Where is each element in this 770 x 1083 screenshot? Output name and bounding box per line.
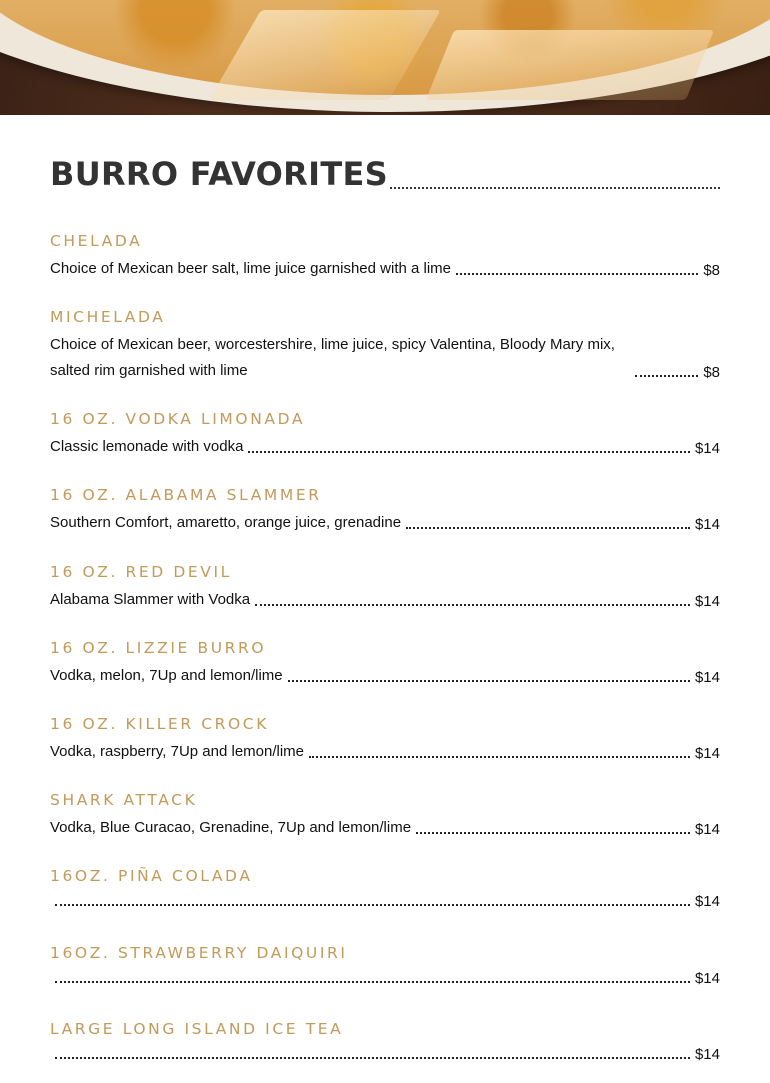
menu-item: [50, 231, 720, 282]
item-price: $14: [694, 970, 720, 987]
menu-section: [50, 115, 720, 1063]
item-name: CHELADA: [50, 232, 143, 250]
item-name: LARGE LONG ISLAND ICE TEA: [50, 1020, 344, 1038]
item-description: Southern Comfort, amaretto, orange juice, grenadine: [50, 514, 402, 531]
hero-food-image: [0, 0, 770, 115]
item-description: Choice of Mexican beer salt, lime juice garnished with a lime: [50, 260, 452, 277]
dot-leader: [288, 680, 690, 682]
item-price: $14: [694, 593, 720, 610]
menu-item: [50, 714, 720, 765]
dot-leader: [309, 756, 690, 758]
menu-item: [50, 409, 720, 460]
dot-leader: [456, 273, 698, 275]
dot-leader: [55, 981, 690, 983]
dot-leader: [635, 375, 698, 377]
item-price: $14: [694, 440, 720, 457]
item-price: $14: [694, 516, 720, 533]
section-header: [50, 153, 720, 193]
menu-item: [50, 1019, 720, 1066]
menu-item: [50, 307, 720, 384]
item-name: MICHELADA: [50, 308, 166, 326]
item-name: 16 OZ. KILLER CROCK: [50, 715, 269, 733]
item-name: 16OZ. PIÑA COLADA: [50, 867, 253, 885]
item-price: $14: [694, 745, 720, 762]
title-dot-leader: [390, 187, 720, 189]
section-title: BURRO FAVORITES: [50, 155, 388, 193]
dot-leader: [255, 604, 690, 606]
item-description: Vodka, Blue Curacao, Grenadine, 7Up and lemon/lime: [50, 819, 412, 836]
menu-item: [50, 638, 720, 689]
dot-leader: [55, 904, 690, 906]
item-name: SHARK ATTACK: [50, 791, 198, 809]
item-description: Vodka, melon, 7Up and lemon/lime: [50, 667, 283, 684]
dot-leader: [55, 1057, 690, 1059]
item-description: Alabama Slammer with Vodka: [50, 591, 251, 608]
menu-item: [50, 562, 720, 613]
item-description: Choice of Mexican beer, worcestershire, lime juice, spicy Valentina, Bloody Mary mix, salted rim garnished with lime: [50, 336, 615, 379]
dot-leader: [248, 451, 690, 453]
item-price: $8: [703, 364, 720, 381]
menu-item: [50, 485, 720, 536]
item-name: 16 OZ. VODKA LIMONADA: [50, 410, 306, 428]
menu-item: [50, 790, 720, 841]
item-name: 16OZ. STRAWBERRY DAIQUIRI: [50, 944, 348, 962]
item-name: 16 OZ. RED DEVIL: [50, 563, 232, 581]
tortilla-fold: [426, 30, 714, 100]
item-description: Vodka, raspberry, 7Up and lemon/lime: [50, 743, 305, 760]
item-price: $14: [694, 1046, 720, 1063]
item-price: $14: [694, 893, 720, 910]
dot-leader: [406, 527, 690, 529]
dot-leader: [416, 832, 690, 834]
menu-item: [50, 943, 720, 990]
item-price: $8: [703, 262, 720, 279]
item-price: $14: [694, 821, 720, 838]
item-price: $14: [694, 669, 720, 686]
item-description: Classic lemonade with vodka: [50, 438, 244, 455]
menu-item: [50, 866, 720, 913]
item-name: 16 OZ. LIZZIE BURRO: [50, 639, 267, 657]
item-name: 16 OZ. ALABAMA SLAMMER: [50, 486, 322, 504]
